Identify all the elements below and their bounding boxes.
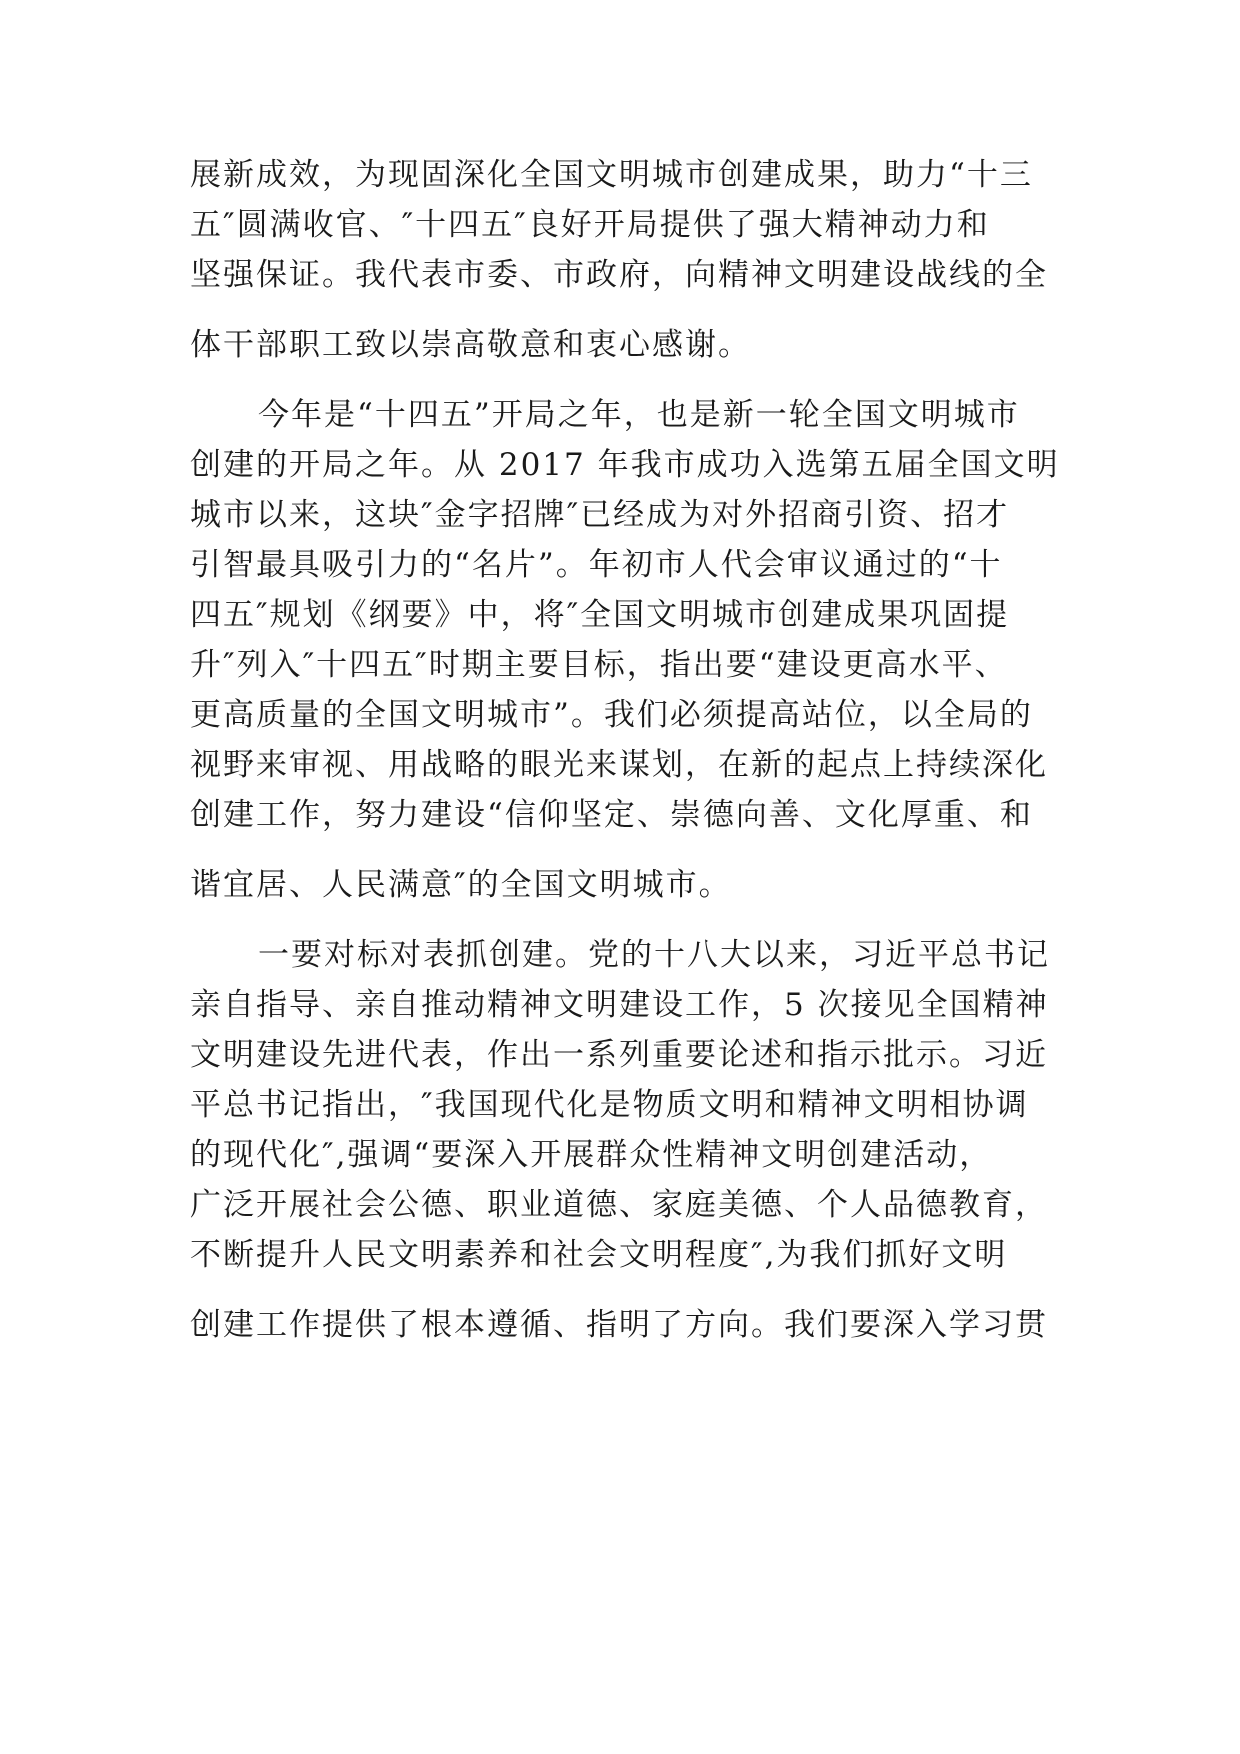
text-line: 展新成效，为现固深化全国文明城市创建成果，助力“十三 [190,157,1033,193]
body-text [190,150,1070,1350]
text-line: 四五″规划《纲要》中，将″全国文明城市创建成果巩固提 [190,597,1010,633]
text-line: 视野来审视、用战略的眼光来谋划，在新的起点上持续深化 [190,747,1048,783]
text-line: 引智最具吸引力的“名片”。年初市人代会审议通过的“十 [190,547,1003,583]
text-line: 亲自指导、亲自推动精神文明建设工作，5 次接见全国精神 [190,987,1049,1023]
text-line: 广泛开展社会公德、职业道德、家庭美德、个人品德教育， [190,1187,1048,1223]
paragraph-start-line: 一要对标对表抓创建。党的十八大以来，习近平总书记 [258,937,1050,973]
text-line: 五″圆满收官、″十四五″良好开局提供了强大精神动力和 [190,207,990,243]
paragraph-start-line: 今年是“十四五”开局之年，也是新一轮全国文明城市 [258,397,1020,433]
text-line: 谐宜居、人民满意″的全国文明城市。 [190,867,732,903]
text-line: 体干部职工致以崇高敬意和衷心感谢。 [190,327,751,363]
text-line: 创建工作提供了根本遵循、指明了方向。我们要深入学习贯 [190,1307,1048,1343]
text-line: 不断提升人民文明素养和社会文明程度″,为我们抓好文明 [190,1237,1008,1273]
text-line: 创建的开局之年。从 2017 年我市成功入选第五届全国文明 [190,447,1060,483]
text-line: 的现代化″,强调“要深入开展群众性精神文明创建活动， [190,1137,993,1173]
text-line: 平总书记指出，″我国现代化是物质文明和精神文明相协调 [190,1087,1029,1123]
text-line: 城市以来，这块″金字招牌″已经成为对外招商引资、招才 [190,497,1010,533]
text-line: 创建工作，努力建设“信仰坚定、崇德向善、文化厚重、和 [190,797,1033,833]
text-line: 文明建设先进代表，作出一系列重要论述和指示批示。习近 [190,1037,1048,1073]
text-line: 坚强保证。我代表市委、市政府，向精神文明建设战线的全 [190,257,1048,293]
text-line: 升″列入″十四五″时期主要目标，指出要“建设更高水平、 [190,647,1008,683]
text-line: 更高质量的全国文明城市”。我们必须提高站位，以全局的 [190,697,1033,733]
